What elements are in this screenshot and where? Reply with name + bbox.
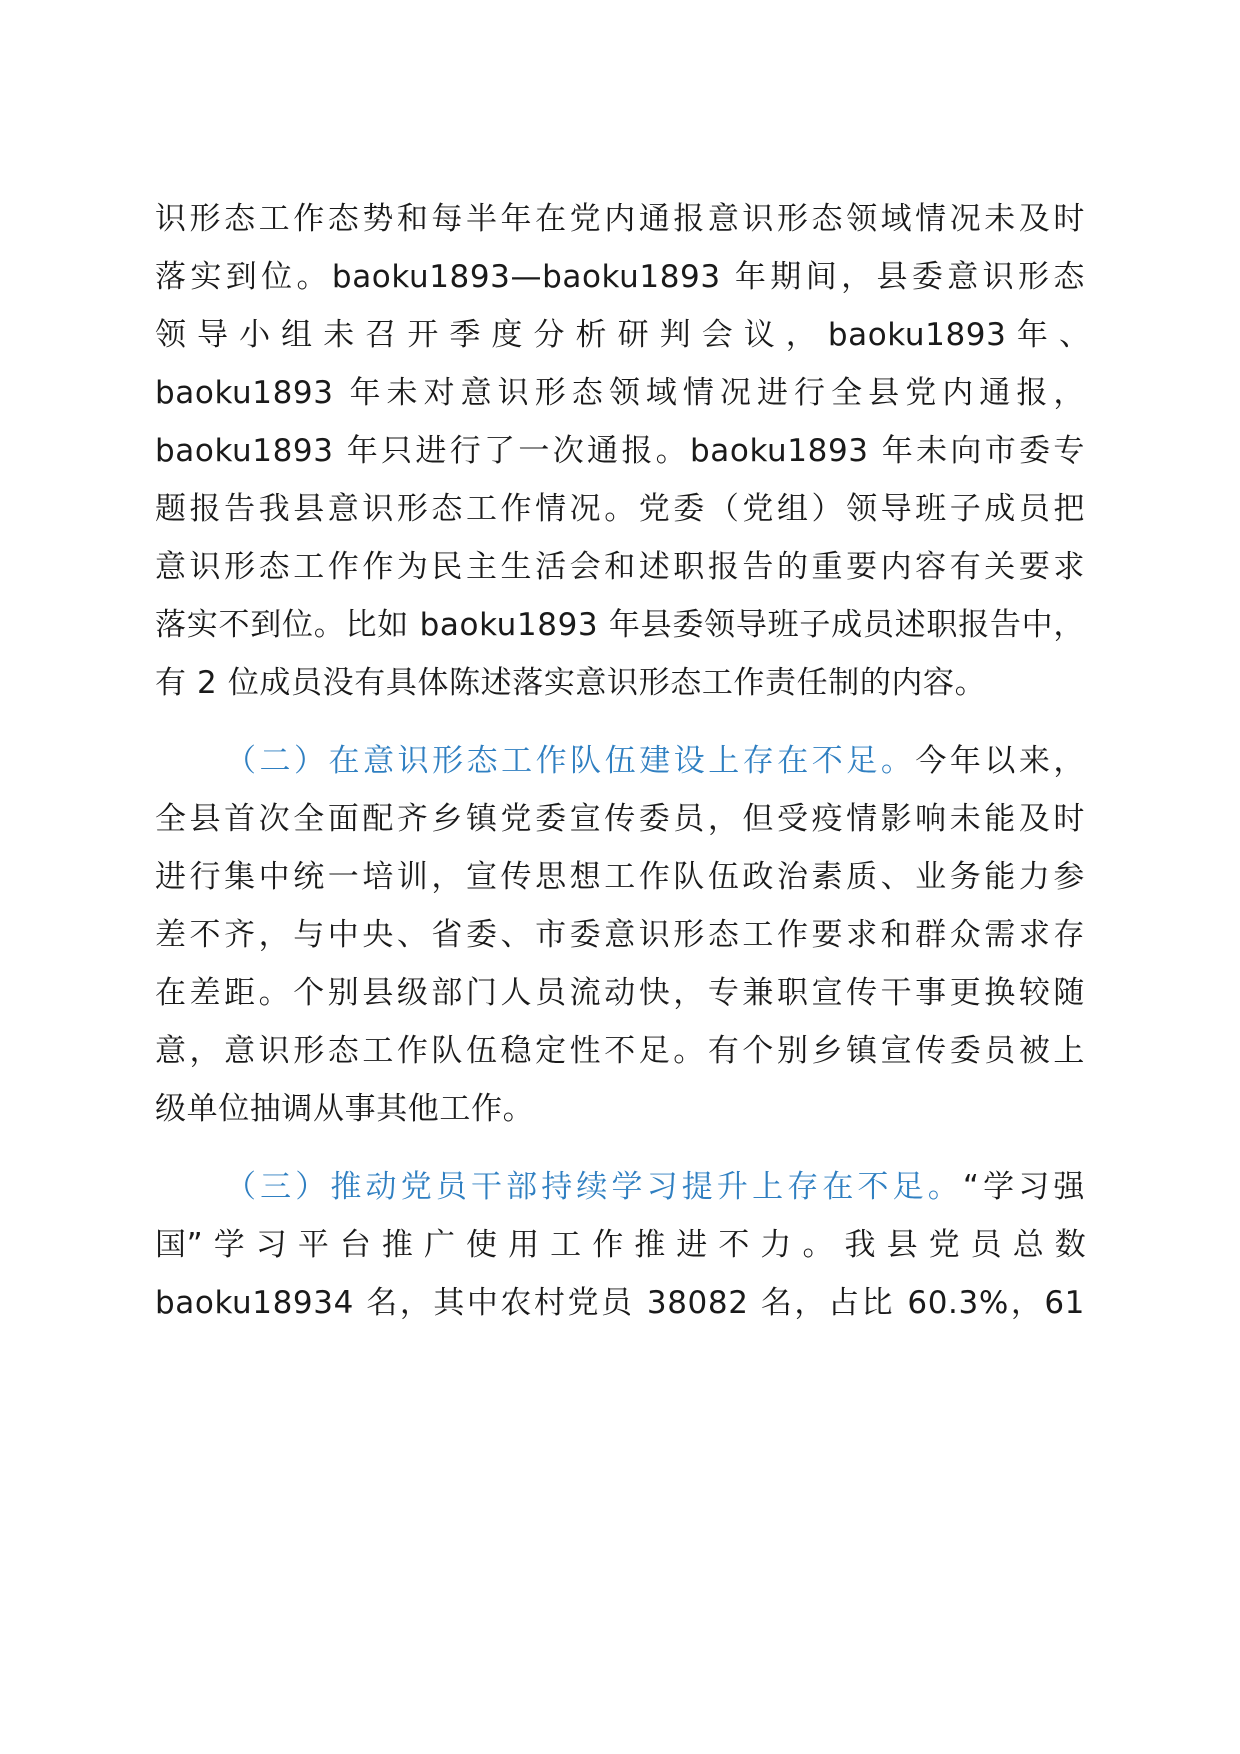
paragraph-line: 在差距。个别县级部门人员流动快，专兼职宣传干事更换较随 (155, 975, 1085, 1011)
paragraph-line: 题报告我县意识形态工作情况。党委（党组）领导班子成员把 (155, 491, 1085, 527)
paragraph-line: baoku1893 年未对意识形态领域情况进行全县党内通报， (155, 375, 1085, 411)
paragraph-line: baoku1893 年只进行了一次通报。baoku1893 年未向市委专 (155, 433, 1085, 469)
section-heading-tail: “学习强 (962, 1169, 1085, 1205)
paragraph-line: 全县首次全面配齐乡镇党委宣传委员，但受疫情影响未能及时 (155, 801, 1085, 837)
paragraph-line: 差不齐，与中央、省委、市委意识形态工作要求和群众需求存 (155, 917, 1085, 953)
paragraph-line: 意识形态工作作为民主生活会和述职报告的重要内容有关要求 (155, 549, 1085, 585)
paragraph-line: 国” 学 习 平 台 推 广 使 用 工 作 推 进 不 力 。 我 县 党 员 总 数 (155, 1227, 1087, 1263)
section-heading: （二）在意识形态工作队伍建设上存在不足。 (225, 743, 916, 779)
section-heading-line (225, 735, 1085, 787)
paragraph-line: 落实不到位。比如 baoku1893 年县委领导班子成员述职报告中， (155, 607, 1085, 643)
paragraph-line: 有 2 位成员没有具体陈述落实意识形态工作责任制的内容。 (155, 665, 987, 701)
paragraph-line: 级单位抽调从事其他工作。 (155, 1091, 535, 1127)
paragraph-line: 领 导 小 组 未 召 开 季 度 分 析 研 判 会 议 ， baoku1893 年 、 (155, 317, 1091, 353)
section-heading-tail: 今年以来， (915, 743, 1086, 779)
paragraph-line: baoku18934 名，其中农村党员 38082 名，占比 60.3%，61 (155, 1285, 1085, 1321)
section-heading-line (225, 1161, 1085, 1213)
paragraph-line: 识形态工作态势和每半年在党内通报意识形态领域情况未及时 (155, 201, 1085, 237)
paragraph-line: 意，意识形态工作队伍稳定性不足。有个别乡镇宣传委员被上 (155, 1033, 1085, 1069)
section-heading: （三）推动党员干部持续学习提升上存在不足。 (225, 1169, 963, 1205)
paragraph-line: 进行集中统一培训，宣传思想工作队伍政治素质、业务能力参 (155, 859, 1085, 895)
paragraph-line: 落实到位。baoku1893—baoku1893 年期间，县委意识形态 (155, 259, 1085, 295)
